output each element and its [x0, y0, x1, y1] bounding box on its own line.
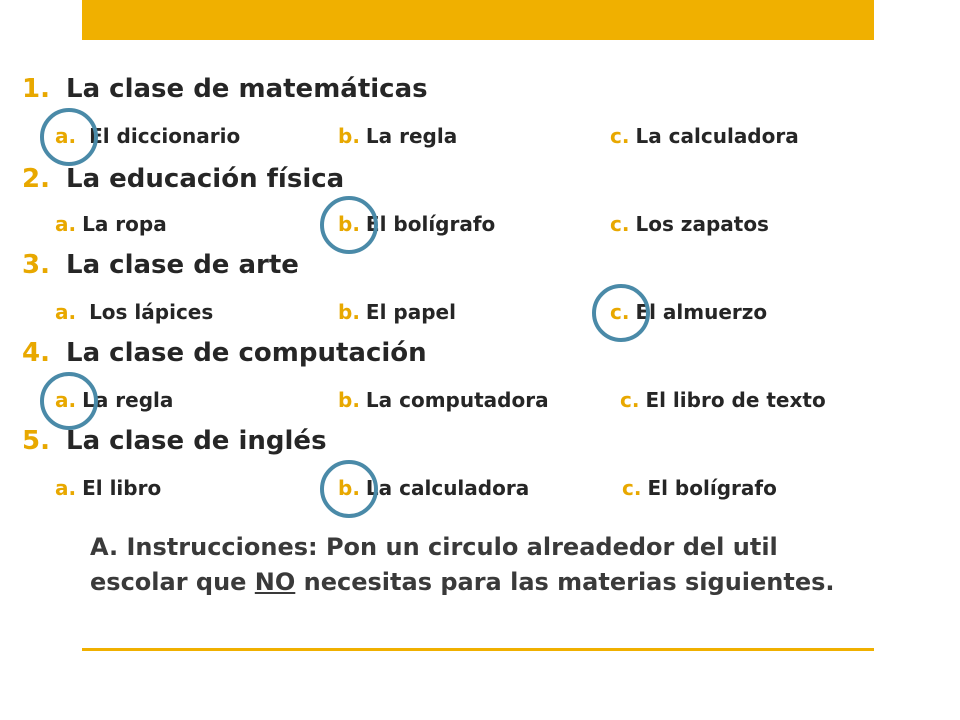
option-letter: c. — [610, 124, 630, 148]
option-text: El papel — [365, 300, 456, 324]
option-text: La computadora — [365, 388, 549, 412]
option-text: La calculadora — [365, 476, 530, 500]
option-text: El libro de texto — [645, 388, 826, 412]
instructions-text: A. Instrucciones: Pon un circulo alreadedor del util escolar que — [90, 533, 778, 596]
question-title: La clase de inglés — [66, 426, 327, 456]
question-5 — [22, 426, 327, 456]
option-text: El diccionario — [89, 124, 241, 148]
option-5b[interactable] — [338, 476, 529, 500]
option-5a[interactable] — [55, 476, 161, 500]
option-letter: b. — [338, 300, 360, 324]
option-letter: b. — [338, 212, 360, 236]
option-text: El bolígrafo — [365, 212, 496, 236]
question-3 — [22, 250, 299, 280]
question-1 — [22, 74, 428, 104]
option-text: La regla — [365, 124, 458, 148]
option-1c[interactable] — [610, 124, 799, 148]
option-text: La calculadora — [635, 124, 799, 148]
option-4b[interactable] — [338, 388, 549, 412]
instructions-text-end: necesitas para las materias siguientes. — [295, 568, 835, 596]
option-text: El libro — [82, 476, 162, 500]
option-2b[interactable] — [338, 212, 495, 236]
option-1a[interactable] — [55, 124, 240, 148]
question-title: La clase de arte — [66, 250, 299, 280]
option-letter: c. — [610, 300, 630, 324]
option-2c[interactable] — [610, 212, 769, 236]
option-text: Los lápices — [89, 300, 214, 324]
instructions-emphasis: NO — [254, 568, 296, 596]
option-3b[interactable] — [338, 300, 456, 324]
question-title: La educación física — [66, 164, 345, 194]
question-4 — [22, 338, 427, 368]
instructions — [90, 530, 850, 600]
option-text: El bolígrafo — [647, 476, 777, 500]
option-5c[interactable] — [622, 476, 777, 500]
question-number: 3. — [22, 250, 50, 280]
option-letter: a. — [55, 388, 77, 412]
option-4c[interactable] — [620, 388, 826, 412]
option-letter: b. — [338, 388, 360, 412]
option-letter: c. — [610, 212, 630, 236]
option-letter: b. — [338, 476, 360, 500]
option-letter: a. — [55, 300, 77, 324]
top-accent-bar — [82, 0, 874, 40]
option-3a[interactable] — [55, 300, 213, 324]
option-2a[interactable] — [55, 212, 167, 236]
option-letter: c. — [620, 388, 640, 412]
option-text: La ropa — [82, 212, 167, 236]
option-1b[interactable] — [338, 124, 457, 148]
option-letter: a. — [55, 476, 77, 500]
option-letter: a. — [55, 212, 77, 236]
option-letter: b. — [338, 124, 360, 148]
option-text: Los zapatos — [635, 212, 769, 236]
option-letter: a. — [55, 124, 77, 148]
option-text: La regla — [82, 388, 174, 412]
option-text: El almuerzo — [635, 300, 768, 324]
question-number: 2. — [22, 164, 50, 194]
question-2 — [22, 164, 344, 194]
option-letter: c. — [622, 476, 642, 500]
option-4a[interactable] — [55, 388, 173, 412]
option-3c[interactable] — [610, 300, 767, 324]
question-number: 4. — [22, 338, 50, 368]
bottom-rule — [82, 648, 874, 651]
question-title: La clase de computación — [66, 338, 427, 368]
question-title: La clase de matemáticas — [66, 74, 428, 104]
question-number: 1. — [22, 74, 50, 104]
question-number: 5. — [22, 426, 50, 456]
